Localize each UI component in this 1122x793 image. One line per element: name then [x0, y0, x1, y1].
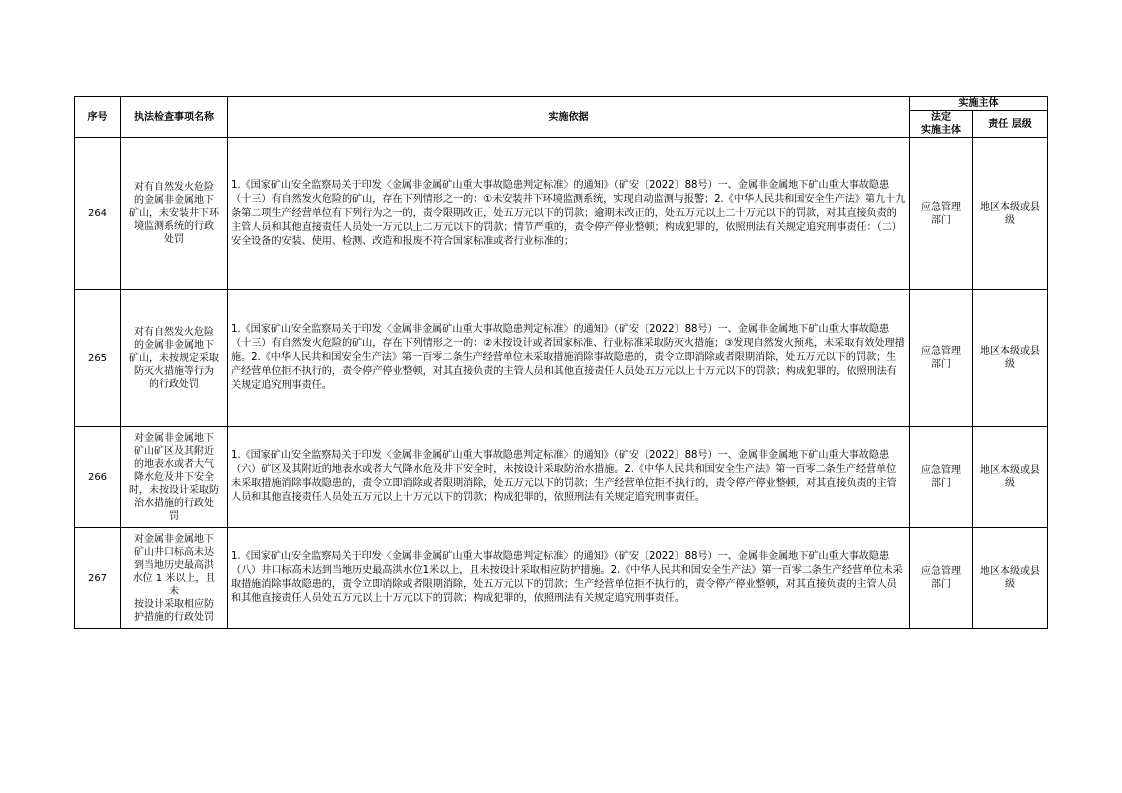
item-name: 对金属非金属地下 矿山井口标高未达 到当地历史最高洪 水位 1 米以上，且 未 按设计采取相应防 护措施的行政处罚: [121, 528, 228, 629]
legal-basis: [228, 138, 910, 290]
row-number: 266: [75, 427, 121, 528]
legal-body: 应急管理 部门: [910, 427, 973, 528]
item-name: 对有自然发火危险 的金属非金属地下 矿山，未安装井下环 境监测系统的行政 处罚: [121, 138, 228, 290]
header-no: 序号: [75, 97, 121, 138]
responsibility-level: 地区本级或县 级: [973, 290, 1048, 427]
header-basis: 实施依据: [228, 97, 910, 138]
item-name: 对金属非金属地下 矿山矿区及其附近 的地表水或者大气 降水危及井下安全 时，未按设计采取防 治水措施的行政处 罚: [121, 427, 228, 528]
table-row: [75, 290, 1048, 427]
legal-basis: [228, 290, 910, 427]
legal-body: 应急管理 部门: [910, 290, 973, 427]
item-name: 对有自然发火危险 的金属非金属地下 矿山，未按规定采取 防灭火措施等行为 的行政处罚: [121, 290, 228, 427]
legal-body: 应急管理 部门: [910, 138, 973, 290]
header-implementing-body-group: 实施主体: [910, 97, 1048, 111]
header-legal-body: 法定 实施主体: [910, 111, 973, 138]
table-row: [75, 138, 1048, 290]
responsibility-level: 地区本级或县 级: [973, 528, 1048, 629]
legal-basis-text: 1.《国家矿山安全监察局关于印发〈金属非金属矿山重大事故隐患判定标准〉的通知》（矿安〔2022〕88号）一、金属非金属地下矿山重大事故隐患（十三）有自然发火危险的矿山，存在下列情形之一的：①未安装井下环境监测系统，实现自动监测与报警；2.《中华人民共和国安全生产法》第九十九条第二项生产经营单位有下列行为之一的，责令限期改正，处五万元以下的罚款；逾期未改正的，处五万元以上二十万元以下的罚款，对其直接负责的主管人员和其他直接责任人员处一万元以上二万元以下的罚款；情节严重的，责令停产停业整顿；构成犯罪的，依照刑法有关规定追究刑事责任：（二）安全设备的安装、使用、检测、改造和报废不符合国家标准或者行业标准的；: [231, 179, 906, 247]
row-number: 267: [75, 528, 121, 629]
row-number: 264: [75, 138, 121, 290]
legal-basis: [228, 528, 910, 629]
header-item-name: 执法检查事项名称: [121, 97, 228, 138]
enforcement-table: [74, 96, 1048, 629]
row-number: 265: [75, 290, 121, 427]
legal-basis: [228, 427, 910, 528]
header-responsibility-level: 责任 层级: [973, 111, 1048, 138]
responsibility-level: 地区本级或县 级: [973, 138, 1048, 290]
table-row: [75, 528, 1048, 629]
responsibility-level: 地区本级或县 级: [973, 427, 1048, 528]
legal-basis-text: 1.《国家矿山安全监察局关于印发〈金属非金属矿山重大事故隐患判定标准〉的通知》（矿安〔2022〕88号）一、金属非金属地下矿山重大事故隐患（六）矿区及其附近的地表水或者大气降水危及井下安全时，未按设计采取防治水措施。2.《中华人民共和国安全生产法》第一百零二条生产经营单位未采取措施消除事故隐患的，责令立即消除或者限期消除，处五万元以下的罚款；生产经营单位拒不执行的，责令停产停业整顿，对其直接负责的主管人员和其他直接责任人员处五万元以上十万元以下的罚款；构成犯罪的，依照刑法有关规定追究刑事责任。: [231, 450, 897, 503]
table-row: [75, 427, 1048, 528]
header-row-top: [75, 97, 1048, 111]
legal-basis-text: 1.《国家矿山安全监察局关于印发〈金属非金属矿山重大事故隐患判定标准〉的通知》（矿安〔2022〕88号）一、金属非金属地下矿山重大事故隐患（八）井口标高未达到当地历史最高洪水位1米以上，且未按设计采取相应防护措施。2.《中华人民共和国安全生产法》第一百零二条生产经营单位未采取措施消除事故隐患的，责令立即消除或者限期消除，处五万元以下的罚款；生产经营单位拒不执行的，责令停产停业整顿，对其直接负责的主管人员和其他直接责任人员处五万元以上十万元以下的罚款；构成犯罪的，依照刑法有关规定追究刑事责任。: [231, 551, 903, 604]
legal-body: 应急管理 部门: [910, 528, 973, 629]
legal-basis-text: 1.《国家矿山安全监察局关于印发〈金属非金属矿山重大事故隐患判定标准〉的通知》（矿安〔2022〕88号）一、金属非金属地下矿山重大事故隐患（十三）有自然发火危险的矿山，存在下列情形之一的：②未按设计或者国家标准、行业标准采取防灭火措施；③发现自然发火预兆，未采取有效处理措施。2.《中华人民共和国安全生产法》第一百零二条生产经营单位未采取措施消除事故隐患的，责令立即消除或者限期消除，处五万元以下的罚款；生产经营单位拒不执行的，责令停产停业整顿，对其直接负责的主管人员和其他直接责任人员处五万元以上十万元以下的罚款；构成犯罪的，依照刑法有关规定追究刑事责任。: [231, 324, 905, 391]
